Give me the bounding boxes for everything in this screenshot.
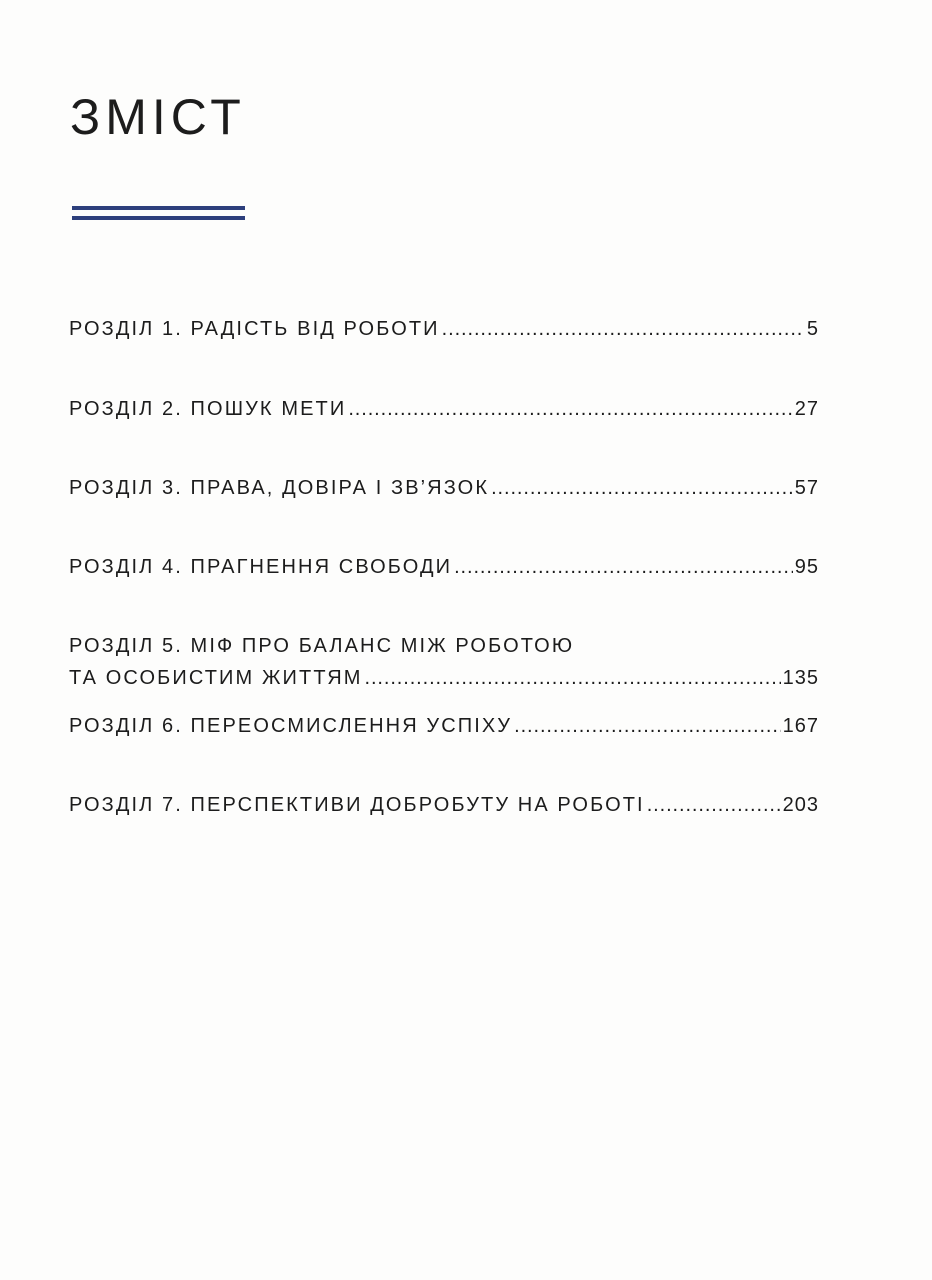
- toc-entry-title: РОЗДІЛ 3. ПРАВА, ДОВІРА І ЗВ’ЯЗОК: [69, 477, 490, 499]
- toc-entry-title: РОЗДІЛ 7. ПЕРСПЕКТИВИ ДОБРОБУТУ НА РОБОТІ: [69, 794, 645, 816]
- toc-leader-dots: [647, 789, 781, 821]
- toc-entry-2[interactable]: [69, 393, 819, 425]
- toc-entry-4[interactable]: [69, 551, 819, 583]
- table-of-contents: [69, 313, 819, 816]
- toc-leader-dots: [365, 662, 781, 694]
- toc-entry-title: РОЗДІЛ 4. ПРАГНЕННЯ СВОБОДИ: [69, 556, 453, 578]
- toc-entry-7[interactable]: [69, 789, 819, 821]
- title-underline-bottom: [72, 216, 245, 220]
- toc-page-number: 203: [782, 794, 819, 816]
- toc-leader-dots: [348, 393, 792, 425]
- toc-leader-dots: [442, 313, 805, 345]
- toc-entry-6[interactable]: [69, 710, 819, 742]
- page-title: ЗМІСТ: [70, 89, 246, 145]
- toc-entry-1[interactable]: [69, 313, 819, 345]
- toc-leader-dots: [454, 551, 793, 583]
- toc-page-number: 95: [794, 556, 819, 578]
- toc-entry-title: РОЗДІЛ 2. ПОШУК МЕТИ: [69, 398, 347, 420]
- toc-entry-title-continued: ТА ОСОБИСТИМ ЖИТТЯМ: [69, 667, 363, 689]
- toc-page-number: 167: [782, 715, 819, 737]
- toc-page-number: 135: [782, 667, 819, 689]
- toc-page-number: 5: [806, 318, 819, 340]
- toc-entry-title: РОЗДІЛ 1. РАДІСТЬ ВІД РОБОТИ: [69, 318, 440, 340]
- toc-entry-title: РОЗДІЛ 5. МІФ ПРО БАЛАНС МІЖ РОБОТОЮ: [69, 635, 575, 657]
- toc-entry-3[interactable]: [69, 472, 819, 504]
- toc-entry-5[interactable]: [69, 630, 819, 694]
- toc-leader-dots: [514, 710, 781, 742]
- toc-leader-dots: [491, 472, 793, 504]
- title-underline-top: [72, 206, 245, 210]
- toc-page-number: 27: [794, 398, 819, 420]
- toc-entry-title: РОЗДІЛ 6. ПЕРЕОСМИСЛЕННЯ УСПІХУ: [69, 715, 513, 737]
- toc-page-number: 57: [794, 477, 819, 499]
